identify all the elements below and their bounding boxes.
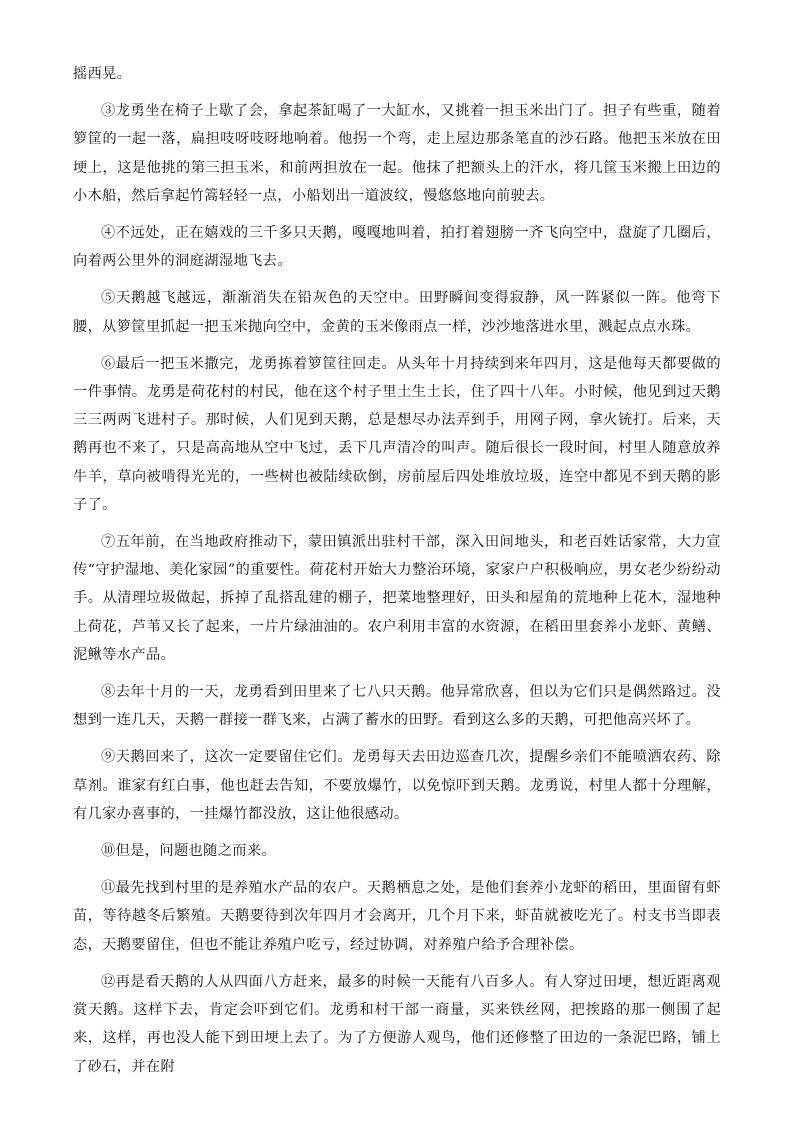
paragraph-continuation: 摇西晃。	[73, 66, 132, 82]
paragraph-3: ③龙勇坐在椅子上歇了会，拿起茶缸喝了一大缸水，又挑着一担玉米出门了。担子有些重，随着箩筐的一起一落，扁担吱呀吱呀地响着。他拐一个弯，走上屋边那条笔直的沙石路。他把玉米放在田埂上，这是他挑的第三担玉米，和前两担放在一起。他抹了把额头上的汗水，将几筐玉米搬上田边的小木船，然后拿起竹篙轻轻一点，小船划出一道波纹，慢悠悠地向前驶去。	[73, 103, 721, 204]
article-body	[73, 60, 721, 1090]
paragraph-4: ④不远处，正在嬉戏的三千多只天鹅，嘎嘎地叫着，拍打着翅膀一齐飞向空中，盘旋了几圈后，向着两公里外的洞庭湖湿地飞去。	[73, 225, 721, 270]
paragraph-6: ⑥最后一把玉米撒完，龙勇拣着箩筐往回走。从头年十月持续到来年四月，这是他每天都要做的一件事情。龙勇是荷花村的村民，他在这个村子里土生土长，住了四十八年。小时候，他见到过天鹅三三两两飞进村子。那时候，人们见到天鹅，总是想尽办法弄到手，用网子网，拿火铳打。后来，天鹅再也不来了，只是高高地从空中飞过，丢下几声清冷的叫声。随后很长一段时间，村里人随意放养牛羊，草向被啃得光光的，一些树也被陆续砍倒，房前屋后四处堆放垃圾，连空中都见不到天鹅的影子了。	[73, 355, 721, 513]
paragraph-12: ⑫再是看天鹅的人从四面八方赶来，最多的时候一天能有八百多人。有人穿过田埂，想近距离观赏天鹅。这样下去，肯定会吓到它们。龙勇和村干部一商量，买来铁丝网，把挨路的那一侧围了起来，这样，再也没人能下到田埂上去了。为了方便游人观鸟，他们还修整了田边的一条泥巴路，铺上了砂石，并在附	[73, 973, 721, 1075]
paragraph-10: ⑩但是，问题也随之而来。	[101, 843, 277, 860]
paragraph-11: ⑪最先找到村里的是养殖水产品的农户。天鹅栖息之处，是他们套养小龙虾的稻田，里面留有虾苗，等待越冬后繁殖。天鹅要待到次年四月才会离开，几个月下来，虾苗就被吃光了。村支书当即表态，天鹅要留住，但也不能让养殖户吃亏，经过协调，对养殖户给予合理补偿。	[73, 880, 721, 953]
paragraph-9: ⑨天鹅回来了，这次一定要留住它们。龙勇每天去田边巡查几次，提醒乡亲们不能喷洒农药、除草剂。谁家有红白事，他也赶去告知，不要放爆竹，以免惊吓到天鹅。龙勇说，村里人都十分理解，有几家办喜事的，一挂爆竹都没放，这让他很感动。	[73, 749, 721, 822]
paragraph-7: ⑦五年前，在当地政府推动下，蒙田镇派出驻村干部，深入田间地头，和老百姓话家常，大力宣传“守护湿地、美化家园”的重要性。荷花村开始大力整治环境，家家户户积极响应，男女老少纷纷动手。从清理垃圾做起，拆掉了乱搭乱建的棚子，把菜地整理好，田头和屋角的荒地种上花木，湿地种上荷花，芦苇又长了起来，一片片绿油油的。农户利用丰富的水资源，在稻田里套养小龙虾、黄鳝、泥鳅等水产品。	[73, 534, 721, 663]
paragraph-5: ⑤天鹅越飞越远，渐渐消失在铅灰色的天空中。田野瞬间变得寂静，风一阵紧似一阵。他弯下腰，从箩筐里抓起一把玉米抛向空中，金黄的玉米像雨点一样，沙沙地落进水里，溅起点点水珠。	[73, 290, 721, 335]
paragraph-8: ⑧去年十月的一天，龙勇看到田里来了七八只天鹅。他异常欣喜，但以为它们只是偶然路过。没想到一连几天，天鹅一群接一群飞来，占满了蓄水的田野。看到这么多的天鹅，可把他高兴坏了。	[73, 684, 721, 729]
